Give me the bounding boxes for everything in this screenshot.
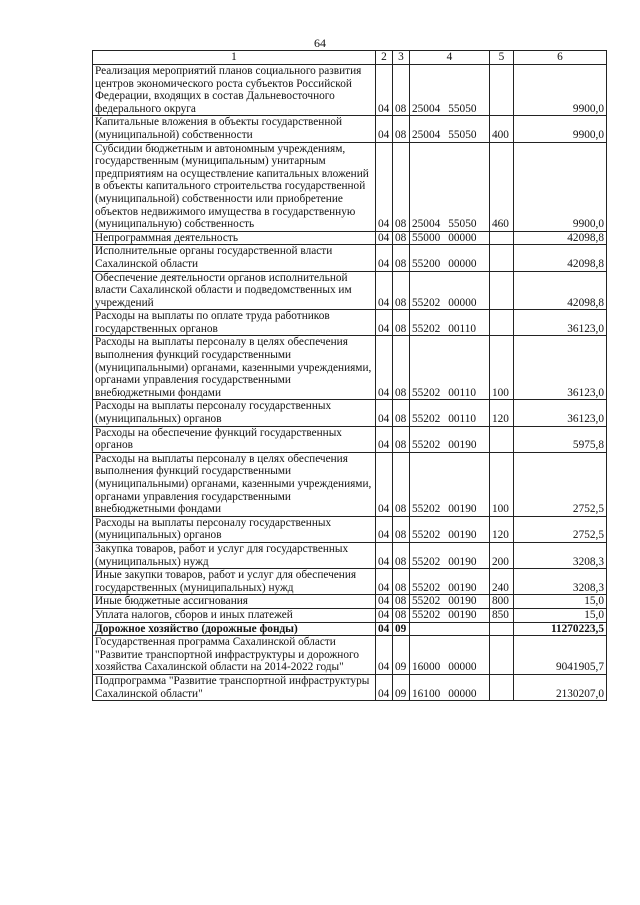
target-article-code bbox=[410, 542, 490, 568]
table-row bbox=[93, 542, 607, 568]
amount: 42098,8 bbox=[514, 231, 607, 245]
subsection-code: 08 bbox=[393, 569, 410, 595]
section-code: 04 bbox=[376, 452, 393, 516]
target-article-part1: 55202 bbox=[412, 296, 441, 309]
amount: 15,0 bbox=[514, 608, 607, 622]
table-row bbox=[93, 636, 607, 675]
subsection-code: 08 bbox=[393, 245, 410, 271]
amount: 36123,0 bbox=[514, 336, 607, 400]
row-name: Закупка товаров, работ и услуг для государственных (муниципальных) нужд bbox=[93, 542, 376, 568]
table-row bbox=[93, 595, 607, 609]
table-row bbox=[93, 622, 607, 636]
section-code: 04 bbox=[376, 271, 393, 310]
row-name: Непрограммная деятельность bbox=[93, 231, 376, 245]
section-code: 04 bbox=[376, 542, 393, 568]
target-article-part2: 00000 bbox=[448, 687, 477, 700]
row-name: Иные закупки товаров, работ и услуг для обеспечения государственных (муниципальных) нужд bbox=[93, 569, 376, 595]
target-article-part1: 55202 bbox=[412, 439, 441, 452]
target-article-part2: 00110 bbox=[448, 386, 477, 399]
table-row bbox=[93, 336, 607, 400]
expense-type-code bbox=[490, 271, 514, 310]
target-article-code bbox=[410, 569, 490, 595]
target-article-code bbox=[410, 426, 490, 452]
section-code: 04 bbox=[376, 336, 393, 400]
section-code: 04 bbox=[376, 516, 393, 542]
target-article-code bbox=[410, 595, 490, 609]
amount: 42098,8 bbox=[514, 245, 607, 271]
target-article-code bbox=[410, 142, 490, 231]
section-code: 04 bbox=[376, 400, 393, 426]
subsection-code: 08 bbox=[393, 426, 410, 452]
expense-type-code bbox=[490, 310, 514, 336]
column-header: 2 bbox=[376, 51, 393, 65]
target-article-code bbox=[410, 622, 490, 636]
target-article-part2: 00190 bbox=[448, 595, 477, 608]
subsection-code: 08 bbox=[393, 452, 410, 516]
section-code: 04 bbox=[376, 622, 393, 636]
row-name: Исполнительные органы государственной власти Сахалинской области bbox=[93, 245, 376, 271]
target-article-code bbox=[410, 116, 490, 142]
column-header: 5 bbox=[490, 51, 514, 65]
column-header: 1 bbox=[93, 51, 376, 65]
target-article-part2: 00190 bbox=[448, 555, 477, 568]
section-code: 04 bbox=[376, 595, 393, 609]
row-name: Государственная программа Сахалинской области "Развитие транспортной инфраструктуры и дорожного хозяйства Сахалинской области на 2014-2022 годы" bbox=[93, 636, 376, 675]
section-code: 04 bbox=[376, 231, 393, 245]
table-row bbox=[93, 400, 607, 426]
target-article-code bbox=[410, 674, 490, 700]
target-article-part2: 00190 bbox=[448, 529, 477, 542]
table-row bbox=[93, 116, 607, 142]
target-article-part1: 55202 bbox=[412, 529, 441, 542]
target-article-part2: 00000 bbox=[448, 231, 477, 244]
target-article-part1: 55202 bbox=[412, 581, 441, 594]
expense-type-code: 120 bbox=[490, 400, 514, 426]
target-article-part2: 55050 bbox=[448, 128, 477, 141]
amount: 42098,8 bbox=[514, 271, 607, 310]
row-name: Капитальные вложения в объекты государственной (муниципальной) собственности bbox=[93, 116, 376, 142]
target-article-part2: 00000 bbox=[448, 661, 477, 674]
amount: 9900,0 bbox=[514, 116, 607, 142]
table-row bbox=[93, 65, 607, 116]
amount: 11270223,5 bbox=[514, 622, 607, 636]
subsection-code: 09 bbox=[393, 622, 410, 636]
target-article-part1: 55202 bbox=[412, 413, 441, 426]
amount: 2752,5 bbox=[514, 452, 607, 516]
table-row bbox=[93, 310, 607, 336]
row-name: Подпрограмма "Развитие транспортной инфраструктуры Сахалинской области" bbox=[93, 674, 376, 700]
expense-type-code: 460 bbox=[490, 142, 514, 231]
target-article-part2: 55050 bbox=[448, 102, 477, 115]
target-article-part2: 00110 bbox=[448, 413, 477, 426]
amount: 36123,0 bbox=[514, 310, 607, 336]
target-article-part1: 55202 bbox=[412, 322, 441, 335]
target-article-part1: 55202 bbox=[412, 555, 441, 568]
target-article-part2: 00190 bbox=[448, 439, 477, 452]
table-row bbox=[93, 674, 607, 700]
row-name: Расходы на выплаты персоналу в целях обеспечения выполнения функций государственными (муниципальными) органами, казенными учреждениями, органами управления государственными внебюджетными фондами bbox=[93, 336, 376, 400]
target-article-part1: 25004 bbox=[412, 102, 441, 115]
expense-type-code: 200 bbox=[490, 542, 514, 568]
subsection-code: 08 bbox=[393, 142, 410, 231]
row-name: Расходы на выплаты персоналу в целях обеспечения выполнения функций государственными (муниципальными) органами, казенными учреждениями, органами управления государственными внебюджетными фондами bbox=[93, 452, 376, 516]
row-name: Дорожное хозяйство (дорожные фонды) bbox=[93, 622, 376, 636]
target-article-code bbox=[410, 231, 490, 245]
subsection-code: 08 bbox=[393, 310, 410, 336]
amount: 2130207,0 bbox=[514, 674, 607, 700]
subsection-code: 09 bbox=[393, 636, 410, 675]
column-header: 6 bbox=[514, 51, 607, 65]
subsection-code: 08 bbox=[393, 400, 410, 426]
amount: 3208,3 bbox=[514, 542, 607, 568]
section-code: 04 bbox=[376, 674, 393, 700]
target-article-part1: 55202 bbox=[412, 608, 441, 621]
row-name: Обеспечение деятельности органов исполнительной власти Сахалинской области и подведомственных им учреждений bbox=[93, 271, 376, 310]
target-article-code bbox=[410, 516, 490, 542]
expense-type-code: 400 bbox=[490, 116, 514, 142]
subsection-code: 08 bbox=[393, 595, 410, 609]
expense-type-code bbox=[490, 426, 514, 452]
column-header: 3 bbox=[393, 51, 410, 65]
target-article-code bbox=[410, 271, 490, 310]
table-row bbox=[93, 426, 607, 452]
target-article-part1: 25004 bbox=[412, 128, 441, 141]
table-row bbox=[93, 142, 607, 231]
target-article-part2: 00110 bbox=[448, 322, 477, 335]
target-article-part2: 00190 bbox=[448, 608, 477, 621]
section-code: 04 bbox=[376, 569, 393, 595]
row-name: Расходы на обеспечение функций государственных органов bbox=[93, 426, 376, 452]
expense-type-code bbox=[490, 622, 514, 636]
amount: 2752,5 bbox=[514, 516, 607, 542]
table-row bbox=[93, 271, 607, 310]
budget-table bbox=[92, 50, 607, 701]
expense-type-code: 800 bbox=[490, 595, 514, 609]
row-name: Уплата налогов, сборов и иных платежей bbox=[93, 608, 376, 622]
table-row bbox=[93, 452, 607, 516]
expense-type-code bbox=[490, 674, 514, 700]
amount: 3208,3 bbox=[514, 569, 607, 595]
subsection-code: 08 bbox=[393, 608, 410, 622]
section-code: 04 bbox=[376, 426, 393, 452]
target-article-part1: 25004 bbox=[412, 218, 441, 231]
expense-type-code: 120 bbox=[490, 516, 514, 542]
section-code: 04 bbox=[376, 65, 393, 116]
subsection-code: 08 bbox=[393, 65, 410, 116]
target-article-part1: 16100 bbox=[412, 687, 441, 700]
target-article-code bbox=[410, 452, 490, 516]
target-article-code bbox=[410, 608, 490, 622]
expense-type-code: 100 bbox=[490, 336, 514, 400]
target-article-part2: 55050 bbox=[448, 218, 477, 231]
expense-type-code: 240 bbox=[490, 569, 514, 595]
expense-type-code: 100 bbox=[490, 452, 514, 516]
section-code: 04 bbox=[376, 310, 393, 336]
subsection-code: 08 bbox=[393, 542, 410, 568]
target-article-part2: 00000 bbox=[448, 296, 477, 309]
expense-type-code: 850 bbox=[490, 608, 514, 622]
row-name: Расходы на выплаты по оплате труда работников государственных органов bbox=[93, 310, 376, 336]
table-row bbox=[93, 569, 607, 595]
row-name: Субсидии бюджетным и автономным учреждениям, государственным (муниципальным) унитарным предприятиям на осуществление капитальных вложений в объекты капитального строительства государственной (муниципальной) собственности или приобретение объектов недвижимого имущества в государственную (муниципальную) собственность bbox=[93, 142, 376, 231]
section-code: 04 bbox=[376, 636, 393, 675]
section-code: 04 bbox=[376, 245, 393, 271]
row-name: Расходы на выплаты персоналу государственных (муниципальных) органов bbox=[93, 400, 376, 426]
amount: 9900,0 bbox=[514, 65, 607, 116]
amount: 36123,0 bbox=[514, 400, 607, 426]
subsection-code: 08 bbox=[393, 336, 410, 400]
table-header-row bbox=[93, 51, 607, 65]
target-article-part1: 55202 bbox=[412, 503, 441, 516]
target-article-code bbox=[410, 65, 490, 116]
table-row bbox=[93, 516, 607, 542]
table-row bbox=[93, 608, 607, 622]
target-article-code bbox=[410, 310, 490, 336]
subsection-code: 08 bbox=[393, 516, 410, 542]
amount: 9900,0 bbox=[514, 142, 607, 231]
page-number: 64 bbox=[314, 36, 326, 50]
amount: 5975,8 bbox=[514, 426, 607, 452]
section-code: 04 bbox=[376, 116, 393, 142]
target-article-code bbox=[410, 336, 490, 400]
amount: 15,0 bbox=[514, 595, 607, 609]
target-article-part2: 00190 bbox=[448, 581, 477, 594]
target-article-part2: 00000 bbox=[448, 257, 477, 270]
expense-type-code bbox=[490, 65, 514, 116]
row-name: Реализация мероприятий планов социального развития центров экономического роста субъектов Российской Федерации, входящих в состав Дальневосточного федерального округа bbox=[93, 65, 376, 116]
expense-type-code bbox=[490, 636, 514, 675]
row-name: Иные бюджетные ассигнования bbox=[93, 595, 376, 609]
section-code: 04 bbox=[376, 608, 393, 622]
expense-type-code bbox=[490, 245, 514, 271]
table-row bbox=[93, 231, 607, 245]
subsection-code: 09 bbox=[393, 674, 410, 700]
table-row bbox=[93, 245, 607, 271]
section-code: 04 bbox=[376, 142, 393, 231]
target-article-code bbox=[410, 400, 490, 426]
amount: 9041905,7 bbox=[514, 636, 607, 675]
target-article-part1: 16000 bbox=[412, 661, 441, 674]
row-name: Расходы на выплаты персоналу государственных (муниципальных) органов bbox=[93, 516, 376, 542]
subsection-code: 08 bbox=[393, 116, 410, 142]
subsection-code: 08 bbox=[393, 271, 410, 310]
target-article-part2: 00190 bbox=[448, 503, 477, 516]
expense-type-code bbox=[490, 231, 514, 245]
target-article-part1: 55000 bbox=[412, 231, 441, 244]
target-article-part1: 55202 bbox=[412, 595, 441, 608]
subsection-code: 08 bbox=[393, 231, 410, 245]
target-article-part1: 55202 bbox=[412, 386, 441, 399]
column-header: 4 bbox=[410, 51, 490, 65]
target-article-code bbox=[410, 245, 490, 271]
target-article-part1: 55200 bbox=[412, 257, 441, 270]
target-article-code bbox=[410, 636, 490, 675]
